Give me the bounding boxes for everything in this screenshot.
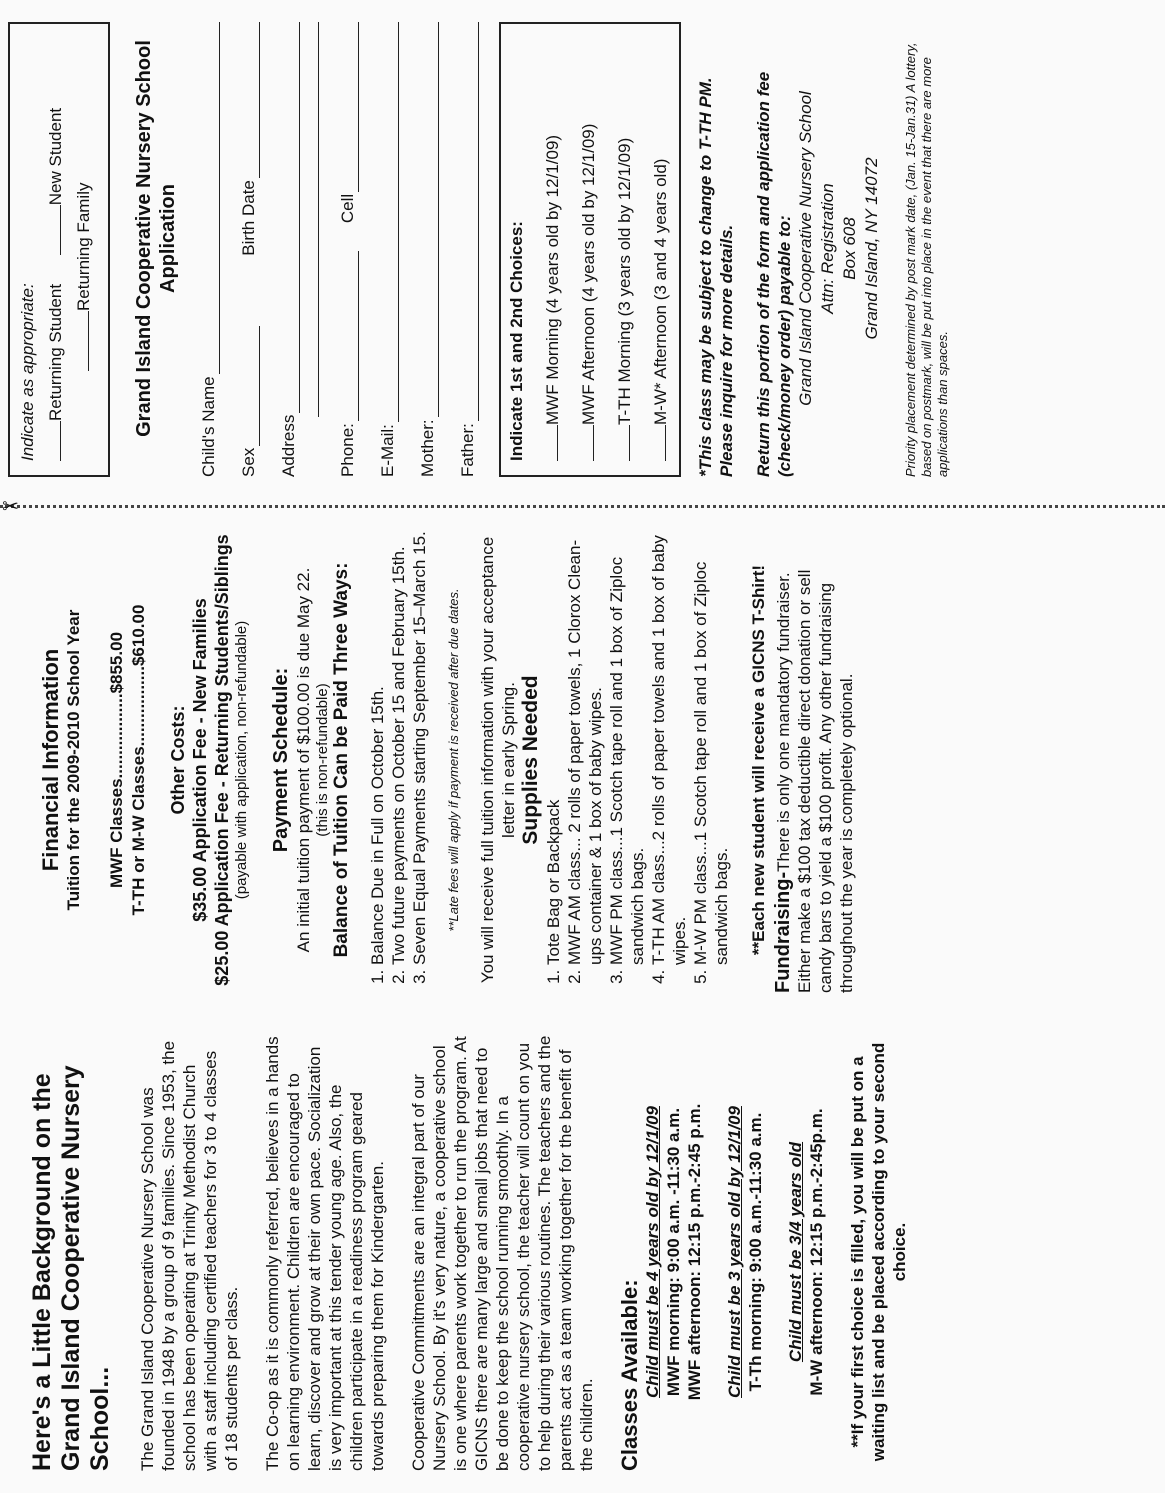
address-field[interactable] bbox=[278, 22, 300, 477]
student-options bbox=[42, 38, 70, 461]
application-panel bbox=[0, 0, 1165, 493]
mwf-morning-time: MWF morning: 9:00 a.m. -11:30 a.m. bbox=[664, 1107, 683, 1397]
commitments-paragraph: Cooperative Commitments are an integral part of our Nursery School. By it's very nature, a cooperative school is one where parents work together to run the program. At GICNS there are many large and small jobs that need to be done to keep the school running smoothly. In a cooperative nursery school, the teacher will count on you to help during their various routines. The teachers and the parents act as a team working together for the benefit of the children. bbox=[409, 1035, 596, 1471]
payment-ways-list bbox=[367, 527, 430, 993]
waiting-list-note: **If your first choice is filled, you will be put on a waiting list and be placed according to your second choice. bbox=[848, 1042, 909, 1462]
mother-label: Mother: bbox=[418, 419, 437, 477]
supply-item: 3. MWF PM class...1 Scotch tape roll and 1 box of Ziploc sandwich bags. bbox=[606, 527, 648, 965]
choice-blank[interactable] bbox=[613, 425, 630, 461]
returning-family-option: Returning Family bbox=[74, 182, 93, 311]
payment-schedule-note: (this is non-refundable) bbox=[314, 683, 331, 837]
supplies-title: Supplies Needed bbox=[519, 675, 542, 845]
choice-tth-morning[interactable] bbox=[613, 38, 635, 461]
child-name-field[interactable] bbox=[198, 22, 220, 477]
supply-item: 4. T-TH AM class...2 rolls of paper towels and 1 box of baby wipes. bbox=[648, 527, 690, 965]
email-blank[interactable] bbox=[377, 22, 399, 422]
fee-new-families: $35.00 Application Fee - New Families bbox=[190, 598, 210, 922]
payment-way: 2. Two future payments on October 15 and February 15th. bbox=[388, 527, 409, 965]
choice-blank[interactable] bbox=[577, 425, 594, 461]
new-student-option: New Student bbox=[46, 107, 65, 206]
mother-field[interactable] bbox=[417, 22, 439, 477]
child-name-label: Child's Name bbox=[199, 376, 218, 477]
child-name-blank[interactable] bbox=[198, 22, 220, 374]
email-field[interactable] bbox=[377, 22, 399, 477]
payment-schedule-line: An initial tuition payment of $100.00 is due May 22. bbox=[294, 567, 313, 953]
mother-blank[interactable] bbox=[417, 22, 439, 417]
full-tuition-info: You will receive full tuition information with your acceptance letter in early Spring. bbox=[478, 536, 518, 984]
address-label: Address bbox=[279, 414, 298, 477]
returning-family-blank[interactable] bbox=[72, 311, 89, 371]
birth-date-label: Birth Date bbox=[239, 180, 258, 256]
new-student-blank[interactable] bbox=[44, 205, 61, 255]
requirement-4yo: Child must be 4 years old by 12/1/09 bbox=[643, 1106, 662, 1398]
indicate-heading: Indicate as appropriate: bbox=[18, 283, 37, 461]
supply-item: 1. Tote Bag or Backpack bbox=[543, 527, 564, 965]
balance-title: Balance of Tuition Can be Paid Three Ways: bbox=[331, 562, 352, 958]
choice-label: M-W* Afternoon (3 and 4 years old) bbox=[651, 158, 670, 425]
choices-box bbox=[499, 22, 681, 477]
choices-heading: Indicate 1st and 2nd Choices: bbox=[507, 221, 526, 461]
address-line-2[interactable] bbox=[318, 22, 319, 477]
requirement-3yo: Child must be 3 years old by 12/1/09 bbox=[725, 1106, 744, 1398]
choice-blank[interactable] bbox=[649, 425, 666, 461]
return-instructions: Return this portion of the form and application fee (check/money order) payable to: bbox=[754, 71, 794, 477]
email-label: E-Mail: bbox=[378, 424, 397, 477]
philosophy-paragraph: The Co-op as it is commonly referred, believes in a hands on learning environment. Children are encouraged to learn, discover and grow at their own pace. Socialization is very important at this tender young age. Also, the children participate in a readiness program geared towards preparing them for Kindergarten. bbox=[263, 1036, 387, 1471]
choice-label: MWF Afternoon (4 years old by 12/1/09) bbox=[579, 123, 598, 425]
birth-date-blank[interactable] bbox=[238, 22, 260, 178]
phone-field[interactable] bbox=[337, 22, 359, 477]
class-change-note: *This class may be subject to change to T-TH PM. Please inquire for more details. bbox=[696, 77, 736, 477]
background-heading: Here's a Little Background on the Grand Island Cooperative Nursery School... bbox=[28, 1065, 114, 1471]
father-label: Father: bbox=[458, 423, 477, 477]
other-costs-title: Other Costs: bbox=[168, 705, 188, 815]
family-options bbox=[70, 38, 98, 461]
mw-afternoon-time: M-W afternoon: 12:15 p.m.-2:45p.m. bbox=[807, 1108, 826, 1396]
tshirt-note: **Each new student will receive a GICNS T-Shirt! bbox=[749, 564, 768, 956]
address-line: Box 608 bbox=[840, 217, 859, 280]
address-line: Grand Island Cooperative Nursery School bbox=[796, 91, 815, 406]
payment-way: 1. Balance Due in Full on October 15th. bbox=[367, 527, 388, 965]
tth-morning-time: T-Th morning: 9:00 a.m.-11:30 a.m. bbox=[746, 1112, 765, 1392]
choice-blank[interactable] bbox=[541, 425, 558, 461]
cell-blank[interactable] bbox=[337, 22, 359, 192]
tuition-tth-mw: T-TH or M-W Classes.................$610.00 bbox=[129, 604, 148, 916]
father-field[interactable] bbox=[457, 22, 479, 477]
payment-way: 3. Seven Equal Payments starting September 15–March 15. bbox=[409, 527, 430, 965]
background-panel bbox=[0, 1013, 1165, 1493]
phone-blank[interactable] bbox=[337, 251, 359, 421]
supplies-list bbox=[543, 527, 732, 993]
supply-item: 2. MWF AM class... 2 rolls of paper towels, 1 Clorox Clean-ups container & 1 box of baby wipes. bbox=[564, 527, 606, 965]
returning-student-blank[interactable] bbox=[44, 421, 61, 461]
financial-title: Financial Information bbox=[38, 648, 63, 872]
scissors-icon: ✂ bbox=[2, 496, 19, 519]
returning-student-option: Returning Student bbox=[46, 283, 65, 421]
address-blank-2[interactable] bbox=[318, 22, 319, 417]
sex-blank[interactable] bbox=[238, 326, 260, 446]
history-paragraph: The Grand Island Cooperative Nursery School was founded in 1948 by a group of 9 families. Since 1953, the school has been operating at Trinity Methodist Church with a staff including certified teachers for 3 to 4 classes of 18 students per class. bbox=[138, 1040, 241, 1471]
address-line: Grand Island, NY 14072 bbox=[862, 157, 881, 340]
payment-schedule-title: Payment Schedule: bbox=[270, 667, 292, 853]
address-line: Attn: Registration bbox=[818, 183, 837, 314]
cell-label: Cell bbox=[338, 193, 357, 224]
phone-label: Phone: bbox=[338, 423, 357, 477]
fundraising-text: There is only one mandatory fundraiser. Either make a $100 tax deductible direct donation or sell candy bars to yield a $100 profit. Any other fundraising throughout the year is completely optional. bbox=[774, 569, 856, 993]
fundraising-paragraph bbox=[773, 527, 857, 993]
choice-mwf-afternoon[interactable] bbox=[577, 38, 599, 461]
financial-subtitle: Tuition for the 2009-2010 School Year bbox=[64, 609, 83, 911]
priority-note: Priority placement determined by post mark date, (Jan. 15-Jan.31) A lottery, based on postmark, will be put into place in the event that there are more applications than spaces. bbox=[903, 42, 950, 477]
classes-heading: Classes Available: bbox=[617, 1279, 642, 1471]
fee-note: (payable with application, non-refundable) bbox=[233, 620, 250, 900]
late-fee-note: **Late fees will apply if payment is received after due dates. bbox=[446, 588, 461, 932]
cut-line bbox=[0, 505, 1165, 508]
tuition-mwf: MWF Classes..................$855.00 bbox=[107, 631, 126, 889]
choice-label: MWF Morning (4 years old by 12/1/09) bbox=[543, 134, 562, 425]
mwf-afternoon-time: MWF afternoon: 12:15 p.m.-2:45 p.m. bbox=[685, 1103, 704, 1401]
times-4yo bbox=[663, 1033, 705, 1471]
choice-mwf-morning[interactable] bbox=[541, 38, 563, 461]
father-blank[interactable] bbox=[457, 22, 479, 421]
requirement-3-4yo: Child must be 3/4 years old bbox=[786, 1141, 805, 1363]
sex-label: Sex bbox=[239, 447, 258, 477]
fee-returning: $25.00 Application Fee - Returning Students/Siblings bbox=[212, 534, 232, 986]
application-title: Grand Island Cooperative Nursery School Application bbox=[133, 40, 179, 437]
indicate-box bbox=[8, 22, 110, 477]
choice-label: T-TH Morning (3 years old by 12/1/09) bbox=[615, 137, 634, 425]
fundraising-title: Fundraising- bbox=[772, 871, 794, 993]
financial-panel bbox=[0, 513, 1165, 1013]
sex-birthdate-field[interactable] bbox=[238, 22, 260, 477]
supply-item: 5. M-W PM class...1 Scotch tape roll and 1 box of Ziploc sandwich bags. bbox=[690, 527, 732, 965]
mailing-address bbox=[795, 20, 883, 477]
address-blank[interactable] bbox=[278, 22, 300, 413]
choice-mw-afternoon[interactable] bbox=[649, 38, 671, 461]
